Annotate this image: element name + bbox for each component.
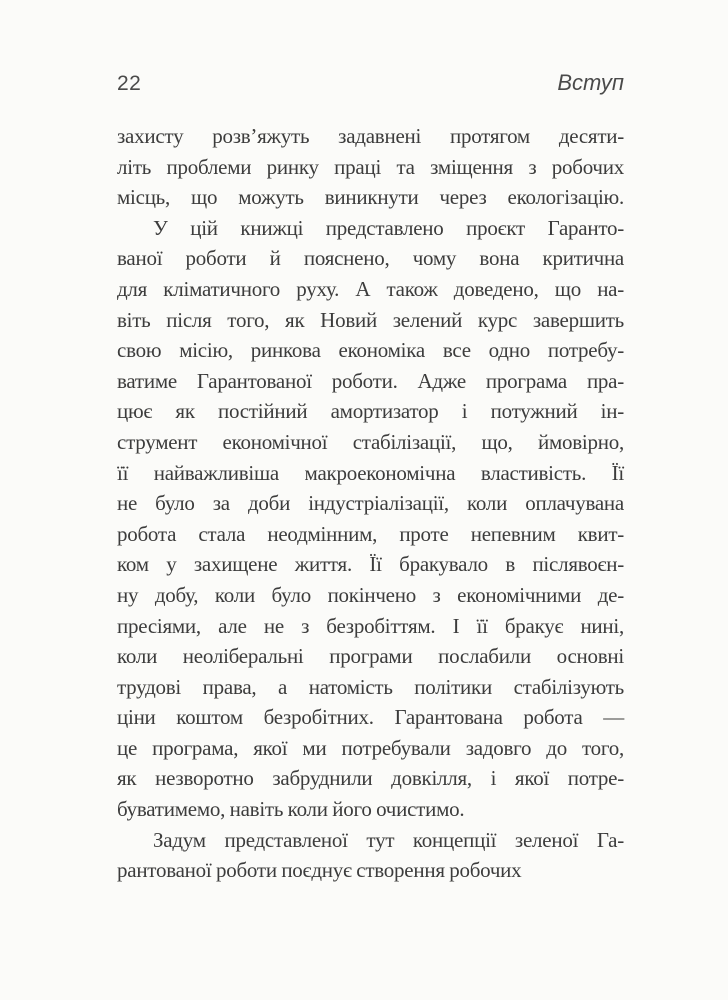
text-line: Задум представленої тут концепції зеленої Га-: [153, 827, 624, 852]
text-line: для кліматичного руху. А також доведено, що на-: [117, 276, 624, 301]
text-line: ну добу, коли було покінчено з економічними де-: [117, 582, 624, 607]
text-line: ціни коштом безробітних. Гарантована робота —: [117, 705, 624, 730]
running-title: Вступ: [557, 70, 624, 95]
page-header: [117, 70, 624, 100]
text-line: це програма, якої ми потребували задовго до того,: [117, 735, 624, 760]
page-body-text: [117, 121, 624, 886]
text-line: як незворотно забруднили довкілля, і якої потре-: [117, 766, 624, 791]
text-line: струмент економічної стабілізації, що, ймовірно,: [117, 429, 624, 454]
text-line: місць, що можуть виникнути через екологізацію.: [117, 185, 624, 210]
text-line: рантованої роботи поєднує створення робочих: [117, 858, 522, 883]
text-line: трудові права, а натомість політики стабілізують: [117, 674, 624, 699]
text-line: пресіями, але не з безробіттям. І її бракує нині,: [117, 613, 624, 638]
text-line: буватимемо, навіть коли його очистимо.: [117, 797, 465, 822]
page-number: 22: [117, 72, 142, 95]
text-line: літь проблеми ринку праці та зміщення з робочих: [117, 154, 624, 179]
text-line: не було за доби індустріалізації, коли оплачувана: [117, 491, 624, 516]
text-line: коли неоліберальні програми послабили основні: [117, 644, 624, 669]
text-line: ватиме Гарантованої роботи. Адже програма пра-: [117, 368, 624, 393]
text-line: віть після того, як Новий зелений курс завершить: [117, 307, 624, 332]
text-line: робота стала неодмінним, проте непевним квит-: [117, 521, 624, 546]
text-line: ваної роботи й пояснено, чому вона критична: [117, 246, 624, 271]
text-line: У цій книжці представлено проєкт Гаранто-: [153, 215, 624, 240]
text-line: свою місію, ринкова економіка все одно потребу-: [117, 338, 624, 363]
text-line: захисту розв’яжуть задавнені протягом десяти-: [117, 124, 624, 148]
text-line: її найважливіша макроекономічна властивість. Її: [117, 460, 624, 485]
text-line: ком у захищене життя. Її бракувало в післявоєн-: [117, 552, 624, 577]
text-line: цює як постійний амортизатор і потужний ін-: [117, 399, 624, 424]
